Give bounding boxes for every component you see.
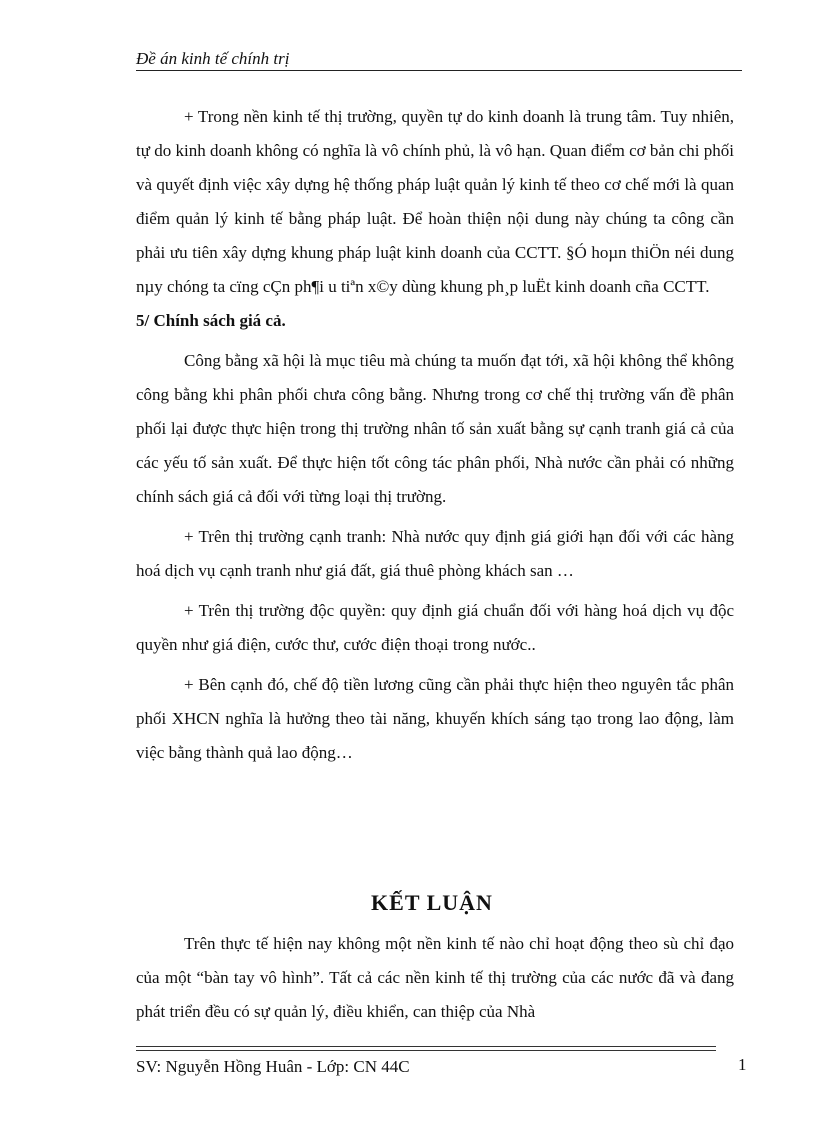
header-rule — [136, 70, 742, 71]
page-number: 1 — [738, 1055, 747, 1074]
paragraph-wage-policy: + Bên cạnh đó, chế độ tiền lương cũng cần phải thực hiện theo nguyên tắc phân phối XHCN nghĩa là hưởng theo tài năng, khuyến khích sáng tạo trong lao động, làm việc bằng thành quả lao động… — [136, 675, 734, 762]
paragraph-legal-framework: + Trong nền kinh tế thị trường, quyền tự do kinh doanh là trung tâm. Tuy nhiên, tự do kinh doanh không có nghĩa là vô chính phủ, là vô hạn. Quan điểm cơ bản chi phối và quyết định việc xây dựng hệ thống pháp luật quản lý kinh tế theo cơ chế mới là quan điểm quản lý kinh tế bằng pháp luật. Để hoàn thiện nội dung này chúng ta công cần phải ưu tiên xây dựng khung pháp luật kinh doanh của CCTT. §Ó hoµn thiÖn néi dung nµy chóng ta cïng cÇn ph¶i u tiªn x©y dùng khung ph¸p luËt kinh doanh cña CCTT. — [136, 107, 734, 296]
footer-author: SV: Nguyễn Hồng Huân - Lớp: CN 44C — [136, 1057, 410, 1076]
footer-rule — [136, 1046, 716, 1047]
conclusion-body — [136, 927, 734, 1029]
footer-rule — [136, 1050, 716, 1051]
body-text — [136, 100, 734, 770]
paragraph-conclusion: Trên thực tế hiện nay không một nền kinh tế nào chỉ hoạt động theo sù chỉ đạo của một “bàn tay vô hình”. Tất cả các nền kinh tế thị trường của các nước đã và đang phát triển đều có sự quản lý, điều khiển, can thiệp của Nhà — [136, 934, 734, 1021]
conclusion-title: KẾT LUẬN — [371, 890, 493, 915]
paragraph-social-equity: Công bằng xã hội là mục tiêu mà chúng ta muốn đạt tới, xã hội không thể không công bằng khi phân phối chưa công bằng. Nhưng trong cơ chế thị trường vấn đề phân phối lại được thực hiện trong thị trường nhân tố sản xuất bằng sự cạnh tranh giá cả của các yếu tố sản xuất. Để thực hiện tốt công tác phân phối, Nhà nước cần phải có những chính sách giá cả đối với từng loại thị trường. — [136, 351, 734, 506]
paragraph-monopoly-market: + Trên thị trường độc quyền: quy định giá chuẩn đối với hàng hoá dịch vụ độc quyền như giá điện, cước thư, cước điện thoại trong nước.. — [136, 601, 734, 654]
header-title: Đề án kinh tế chính trị — [136, 49, 290, 68]
paragraph-competitive-market: + Trên thị trường cạnh tranh: Nhà nước quy định giá giới hạn đối với các hàng hoá dịch vụ cạnh tranh như giá đất, giá thuê phòng khách san … — [136, 527, 734, 580]
page-header — [136, 48, 742, 70]
section-heading-price-policy: 5/ Chính sách giá cả. — [136, 311, 286, 330]
